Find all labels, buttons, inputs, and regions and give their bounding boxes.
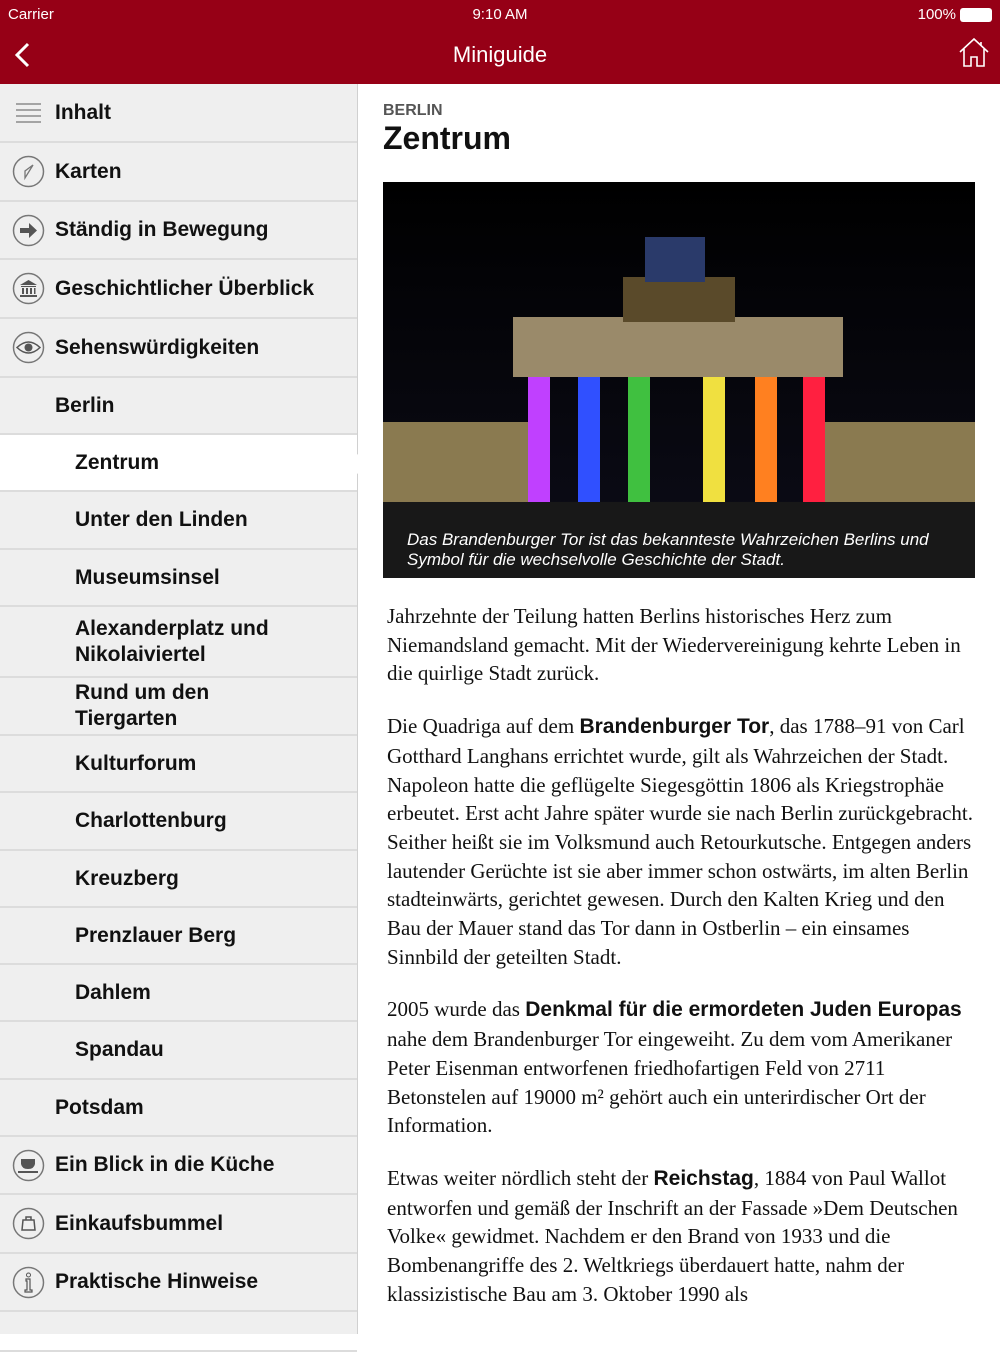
sidebar-item[interactable]	[0, 84, 357, 143]
sidebar-item[interactable]	[0, 550, 357, 607]
sidebar-item[interactable]	[0, 260, 357, 319]
bold-term: Brandenburger Tor	[579, 715, 770, 739]
sidebar-item-label: Museumsinsel	[75, 565, 220, 589]
sidebar-item[interactable]	[0, 202, 357, 260]
sidebar-item[interactable]	[0, 1137, 357, 1195]
sidebar-item[interactable]	[0, 678, 357, 736]
text: Etwas weiter nördlich steht der	[387, 1165, 654, 1190]
sidebar-item-label: Berlin	[55, 393, 115, 417]
sidebar-item[interactable]	[0, 492, 357, 550]
sidebar-item[interactable]	[0, 1254, 357, 1312]
sidebar-item-label: Kreuzberg	[75, 866, 179, 890]
paragraph	[387, 995, 977, 1140]
list-icon	[12, 96, 45, 129]
sidebar-item[interactable]	[0, 793, 357, 851]
carrier-label: Carrier	[8, 6, 54, 23]
time-label: 9:10 AM	[472, 6, 528, 23]
arrow-right-icon	[12, 214, 45, 247]
sidebar-item[interactable]	[0, 435, 357, 492]
sidebar-item-label: Alexanderplatz und Nikolaiviertel	[75, 616, 269, 666]
museum-icon	[12, 272, 45, 305]
text: nahe dem Brandenburger Tor eingeweiht. Zu dem vom Amerikaner Peter Eisenman entworfenen friedhofartigen Feld von 2711 Betonstelen auf 19000 m² gehört auch ein unterirdischer Ort der Information.	[387, 1027, 953, 1138]
sidebar-item-label: Unter den Linden	[75, 508, 248, 531]
sidebar-item[interactable]	[0, 1022, 357, 1080]
sidebar-item-label: Potsdam	[55, 1095, 144, 1119]
bold-term: Reichstag	[653, 1166, 754, 1190]
sidebar-item[interactable]	[0, 378, 357, 435]
sidebar-item[interactable]	[0, 736, 357, 793]
sidebar-item-label: Sehenswürdigkeiten	[55, 335, 260, 359]
section-kicker: BERLIN	[383, 102, 443, 119]
article-title: Zentrum	[383, 120, 511, 156]
sidebar-item[interactable]	[0, 1195, 357, 1254]
sidebar-item-label: Spandau	[75, 1038, 164, 1061]
home-icon[interactable]	[958, 36, 990, 68]
battery-label: 100%	[917, 6, 956, 23]
text: , 1884 von Paul Wallot entworfen und gemäß der Inschrift an der Fassade »Dem Deutschen Volke« gewidmet. Nachdem er den Brand von 1933 und die Bombenangriffe des 2. Weltkriegs überdauert hatte, nahm der klassizistische Bau am 3. Oktober 1990 als	[387, 1165, 958, 1306]
sidebar-item[interactable]	[0, 143, 357, 202]
sidebar-item-label: Inhalt	[55, 100, 111, 124]
compass-icon	[12, 155, 45, 188]
eye-icon	[12, 331, 45, 364]
brandenburg-gate-photo	[383, 182, 975, 578]
sidebar-item[interactable]	[0, 319, 357, 378]
paragraph	[387, 712, 977, 971]
sidebar-item-label: Dahlem	[75, 980, 151, 1004]
sidebar-item-label: Rund um den Tiergarten	[75, 681, 210, 730]
sidebar-item[interactable]	[0, 1312, 357, 1352]
coffee-cup-icon	[12, 1149, 45, 1182]
sidebar-item-label: Ein Blick in die Küche	[55, 1153, 275, 1176]
sidebar-item[interactable]	[0, 851, 357, 908]
page-title: Miniguide	[452, 42, 548, 67]
shopping-bag-icon	[12, 1207, 45, 1240]
sidebar	[0, 84, 358, 1334]
text: 2005 wurde das	[387, 997, 526, 1022]
selection-caret	[356, 453, 368, 475]
sidebar-item-label: Geschichtlicher Überblick	[55, 276, 315, 300]
battery-icon	[960, 8, 992, 22]
text: , das 1788–91 von Carl Gotthard Langhans errichtet wurde, gilt als Wahrzeichen der Stadt. Napoleon hatte die geflügelte Siegesgöttin 1806 als Kriegstrophäe erbeutet. Erst acht Jahre später wurde sie nach Berlin zurückgebracht. Seither heißt sie im Volksmund auch Retourkutsche. Entgegen anders lautender Gerüchte ist sie aber immer schon ostwärts, im alten Berlin stadteinwärts, gerichtet gewesen. Durch den Kalten Krieg und den Bau der Mauer stand das Tor dann in Ostberlin – ein einsames Sinnbild der geteilten Stadt.	[387, 714, 973, 969]
text: Die Quadriga auf dem	[387, 714, 580, 739]
photo-caption: Das Brandenburger Tor ist das bekannteste Wahrzeichen Berlins und Symbol für die wechselvolle Geschichte der Stadt.	[407, 530, 929, 569]
article-body	[387, 602, 977, 1332]
navigation-bar	[0, 0, 1000, 84]
sidebar-item-label: Kulturforum	[75, 751, 197, 775]
sidebar-item-label: Praktische Hinweise	[55, 1270, 259, 1293]
sidebar-item-label: Zentrum	[75, 450, 159, 474]
sidebar-item[interactable]	[0, 607, 357, 678]
sidebar-item[interactable]	[0, 965, 357, 1022]
sidebar-item[interactable]	[0, 1080, 357, 1137]
sidebar-item-label: Einkaufsbummel	[55, 1211, 224, 1235]
sidebar-item-label: Charlottenburg	[75, 809, 227, 832]
sidebar-item-label: Ständig in Bewegung	[55, 218, 269, 241]
sidebar-item-label: Karten	[55, 159, 122, 183]
bold-term: Denkmal für die ermordeten Juden Europas	[525, 998, 962, 1022]
info-icon	[12, 1266, 45, 1299]
paragraph	[387, 1164, 977, 1309]
paragraph: Jahrzehnte der Teilung hatten Berlins historisches Herz zum Niemandsland gemacht. Mit der Wiedervereinigung kehrte Leben in die quirlige Stadt zurück.	[387, 604, 961, 686]
sidebar-item-label: Prenzlauer Berg	[75, 923, 237, 947]
sidebar-item[interactable]	[0, 908, 357, 965]
